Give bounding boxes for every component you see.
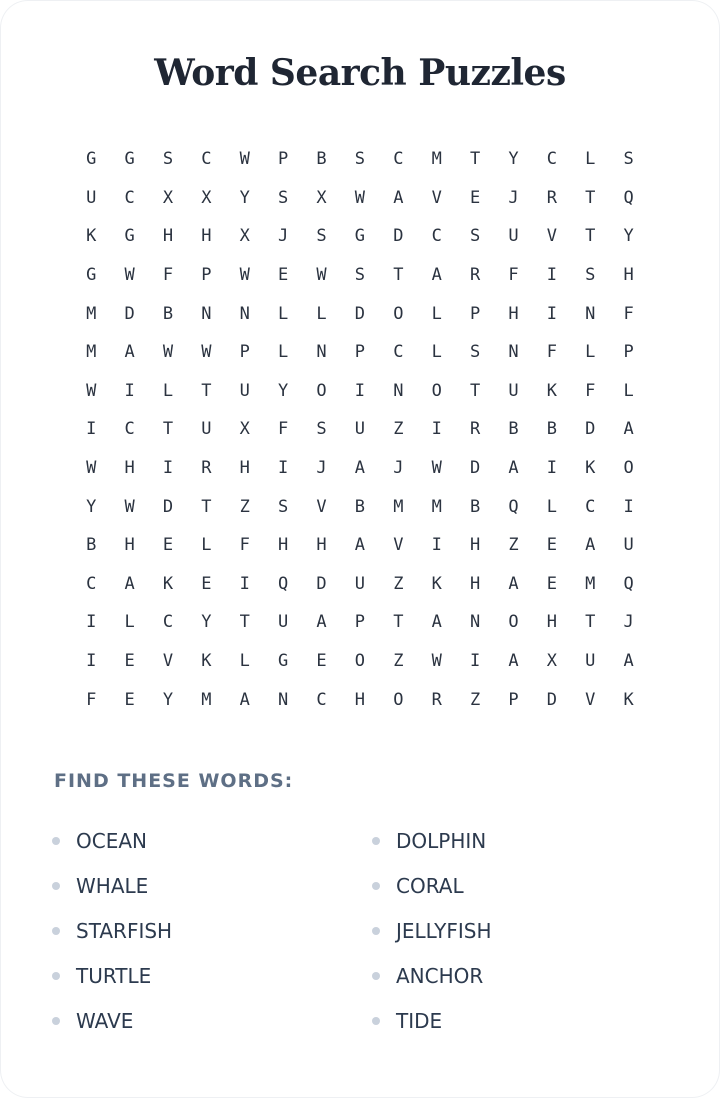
grid-cell[interactable]: L — [316, 303, 327, 324]
grid-cell[interactable]: T — [393, 265, 404, 286]
grid-cell[interactable]: K — [86, 226, 97, 247]
grid-cell[interactable]: W — [431, 458, 442, 479]
grid-cell[interactable]: O — [431, 380, 442, 401]
grid-cell[interactable]: J — [623, 612, 634, 633]
grid-cell[interactable]: X — [546, 651, 557, 672]
grid-cell[interactable]: X — [239, 226, 250, 247]
grid-cell[interactable]: H — [162, 226, 174, 247]
word-item — [372, 908, 492, 953]
grid-cell[interactable]: L — [201, 535, 212, 556]
grid-cell[interactable]: J — [278, 226, 289, 247]
grid-cell[interactable]: C — [585, 496, 596, 517]
grid-cell[interactable]: M — [431, 496, 442, 517]
grid-cell[interactable]: C — [393, 342, 404, 363]
grid-cell[interactable]: Y — [86, 496, 97, 517]
grid-cell[interactable]: L — [278, 342, 289, 363]
grid-cell[interactable]: V — [162, 651, 174, 672]
grid-cell[interactable]: E — [162, 535, 174, 556]
grid-cell[interactable]: A — [623, 651, 634, 672]
grid-cell[interactable]: W — [239, 149, 250, 170]
word-item — [372, 998, 492, 1043]
grid-cell[interactable]: B — [86, 535, 97, 556]
grid-cell[interactable]: L — [431, 303, 442, 324]
grid-cell[interactable]: A — [508, 573, 519, 594]
grid-cell[interactable]: Q — [623, 573, 634, 594]
grid-cell[interactable]: G — [278, 651, 289, 672]
grid-cell[interactable]: G — [354, 226, 366, 247]
bullet-dot-icon — [372, 972, 380, 980]
word-item — [52, 908, 172, 953]
grid-cell[interactable]: S — [278, 187, 289, 208]
grid-cell[interactable]: K — [623, 689, 634, 710]
word-label: CORAL — [396, 873, 464, 898]
grid-cell[interactable]: I — [278, 458, 289, 479]
grid-cell[interactable]: Z — [508, 535, 519, 556]
grid-cell[interactable]: A — [239, 689, 250, 710]
grid-cell[interactable]: O — [354, 651, 366, 672]
grid-cell[interactable]: H — [354, 689, 366, 710]
grid-cell[interactable]: I — [546, 265, 557, 286]
word-list-left — [52, 818, 172, 1043]
grid-cell[interactable]: T — [585, 612, 596, 633]
word-label: ANCHOR — [396, 963, 484, 988]
grid-cell[interactable]: T — [469, 380, 481, 401]
grid-cell[interactable]: H — [546, 612, 557, 633]
grid-cell[interactable]: F — [623, 303, 634, 324]
grid-cell[interactable]: L — [585, 149, 596, 170]
grid-cell[interactable]: E — [201, 573, 212, 594]
grid-cell[interactable]: I — [546, 458, 557, 479]
grid-cell[interactable]: I — [431, 535, 442, 556]
grid-cell[interactable]: S — [162, 149, 174, 170]
grid-cell[interactable]: X — [201, 187, 212, 208]
grid-cell[interactable]: V — [393, 535, 404, 556]
word-label: DOLPHIN — [396, 828, 487, 853]
grid-cell[interactable]: J — [316, 458, 327, 479]
grid-cell[interactable]: U — [86, 187, 97, 208]
page-title: Word Search Puzzles — [154, 52, 566, 94]
grid-cell[interactable]: N — [469, 612, 481, 633]
grid-cell[interactable]: U — [354, 573, 366, 594]
word-item — [52, 998, 172, 1043]
grid-cell[interactable]: C — [201, 149, 212, 170]
grid-cell[interactable]: H — [469, 535, 481, 556]
grid-cell[interactable]: E — [124, 689, 135, 710]
word-item — [52, 818, 172, 863]
grid-cell[interactable]: D — [393, 226, 404, 247]
grid-cell[interactable]: J — [508, 187, 519, 208]
grid-cell[interactable]: Z — [469, 689, 481, 710]
bullet-dot-icon — [52, 972, 60, 980]
grid-cell[interactable]: P — [508, 689, 519, 710]
word-item — [52, 863, 172, 908]
grid-cell[interactable]: E — [546, 535, 557, 556]
grid-cell[interactable]: E — [316, 651, 327, 672]
grid-cell[interactable]: Y — [201, 612, 212, 633]
grid-cell[interactable]: A — [124, 342, 135, 363]
grid-cell[interactable]: G — [124, 149, 135, 170]
grid-cell[interactable]: U — [239, 380, 250, 401]
grid-cell[interactable]: K — [585, 458, 596, 479]
grid-cell[interactable]: V — [585, 689, 596, 710]
grid-cell[interactable]: P — [354, 612, 366, 633]
grid-cell[interactable]: F — [278, 419, 289, 440]
grid-cell[interactable]: I — [86, 612, 97, 633]
grid-cell[interactable]: P — [623, 342, 634, 363]
grid-cell[interactable]: B — [546, 419, 557, 440]
grid-cell[interactable]: M — [585, 573, 596, 594]
grid-cell[interactable]: D — [469, 458, 481, 479]
grid-cell[interactable]: U — [201, 419, 212, 440]
grid-cell[interactable]: I — [124, 380, 135, 401]
grid-cell[interactable]: G — [86, 149, 97, 170]
grid-cell[interactable]: P — [201, 265, 212, 286]
grid-cell[interactable]: C — [86, 573, 97, 594]
grid-cell[interactable]: S — [316, 226, 327, 247]
grid-cell[interactable]: L — [239, 651, 250, 672]
grid-cell[interactable]: Q — [278, 573, 289, 594]
grid-cell[interactable]: T — [585, 226, 596, 247]
grid-cell[interactable]: S — [623, 149, 634, 170]
grid-cell[interactable]: N — [393, 380, 404, 401]
grid-cell[interactable]: Z — [393, 651, 404, 672]
grid-cell[interactable]: M — [86, 342, 97, 363]
grid-cell[interactable]: S — [469, 342, 481, 363]
grid-cell[interactable]: P — [469, 303, 481, 324]
grid-cell[interactable]: D — [585, 419, 596, 440]
grid-cell[interactable]: H — [469, 573, 481, 594]
grid-cell[interactable]: N — [239, 303, 250, 324]
word-label: WAVE — [76, 1008, 134, 1033]
grid-cell[interactable]: E — [469, 187, 481, 208]
grid-cell[interactable]: W — [124, 496, 135, 517]
grid-cell[interactable]: H — [201, 226, 212, 247]
grid-cell[interactable]: A — [585, 535, 596, 556]
grid-cell[interactable]: B — [508, 419, 519, 440]
grid-cell[interactable]: Z — [393, 419, 404, 440]
grid-cell[interactable]: Z — [393, 573, 404, 594]
grid-cell[interactable]: D — [162, 496, 174, 517]
grid-cell[interactable]: G — [86, 265, 97, 286]
grid-cell[interactable]: L — [585, 342, 596, 363]
grid-cell[interactable]: W — [124, 265, 135, 286]
grid-cell[interactable]: U — [354, 419, 366, 440]
grid-cell[interactable]: R — [431, 689, 442, 710]
grid-cell[interactable]: D — [316, 573, 327, 594]
grid-cell[interactable]: R — [201, 458, 212, 479]
grid-cell[interactable]: O — [508, 612, 519, 633]
grid-cell[interactable]: K — [546, 380, 557, 401]
grid-cell[interactable]: W — [201, 342, 212, 363]
grid-cell[interactable]: V — [431, 187, 442, 208]
grid-cell[interactable]: U — [278, 612, 289, 633]
grid-cell[interactable]: B — [354, 496, 366, 517]
grid-cell[interactable]: V — [316, 496, 327, 517]
grid-cell[interactable]: H — [508, 303, 519, 324]
grid-cell[interactable]: S — [585, 265, 596, 286]
grid-cell[interactable]: N — [278, 689, 289, 710]
grid-cell[interactable]: W — [354, 187, 366, 208]
grid-cell[interactable]: E — [124, 651, 135, 672]
grid-cell[interactable]: N — [201, 303, 212, 324]
word-list-right — [372, 818, 492, 1043]
grid-cell[interactable]: M — [86, 303, 97, 324]
grid-cell[interactable]: K — [431, 573, 442, 594]
grid-cell[interactable]: H — [278, 535, 289, 556]
grid-cell[interactable]: X — [239, 419, 250, 440]
grid-cell[interactable]: W — [316, 265, 327, 286]
grid-cell[interactable]: S — [278, 496, 289, 517]
grid-cell[interactable]: F — [239, 535, 250, 556]
grid-cell[interactable]: C — [546, 149, 557, 170]
grid-cell[interactable]: S — [354, 265, 366, 286]
grid-cell[interactable]: C — [162, 612, 174, 633]
grid-cell[interactable]: I — [86, 419, 97, 440]
grid-cell[interactable]: B — [162, 303, 174, 324]
grid-cell[interactable]: S — [354, 149, 366, 170]
grid-cell[interactable]: W — [162, 342, 174, 363]
grid-cell[interactable]: O — [623, 458, 634, 479]
grid-cell[interactable]: W — [431, 651, 442, 672]
grid-cell[interactable]: A — [431, 265, 442, 286]
grid-cell[interactable]: D — [354, 303, 366, 324]
grid-cell[interactable]: X — [162, 187, 174, 208]
grid-cell[interactable]: H — [124, 535, 135, 556]
grid-cell[interactable]: T — [201, 380, 212, 401]
grid-cell[interactable]: L — [431, 342, 442, 363]
grid-cell[interactable]: F — [86, 689, 97, 710]
grid-cell[interactable]: Y — [623, 226, 634, 247]
grid-cell[interactable]: Y — [508, 149, 519, 170]
grid-cell[interactable]: D — [546, 689, 557, 710]
grid-cell[interactable]: T — [393, 612, 404, 633]
grid-cell[interactable]: T — [201, 496, 212, 517]
grid-cell[interactable]: C — [431, 226, 442, 247]
word-item — [52, 953, 172, 998]
grid-cell[interactable]: L — [124, 612, 135, 633]
grid-cell[interactable]: N — [316, 342, 327, 363]
grid-cell[interactable]: S — [316, 419, 327, 440]
grid-cell[interactable]: R — [546, 187, 557, 208]
grid-cell[interactable]: L — [623, 380, 634, 401]
grid-cell[interactable]: R — [469, 419, 481, 440]
grid-cell[interactable]: W — [86, 380, 97, 401]
grid-cell[interactable]: A — [508, 651, 519, 672]
bullet-dot-icon — [52, 927, 60, 935]
grid-cell[interactable]: U — [508, 380, 519, 401]
grid-cell[interactable]: O — [393, 303, 404, 324]
grid-cell[interactable]: E — [278, 265, 289, 286]
bullet-dot-icon — [372, 927, 380, 935]
grid-cell[interactable]: C — [124, 419, 135, 440]
word-label: OCEAN — [76, 828, 147, 853]
grid-cell[interactable]: A — [623, 419, 634, 440]
word-item — [372, 863, 492, 908]
word-label: TIDE — [396, 1008, 443, 1033]
grid-cell[interactable]: I — [239, 573, 250, 594]
grid-cell[interactable]: G — [124, 226, 135, 247]
grid-cell[interactable]: J — [393, 458, 404, 479]
grid-cell[interactable]: I — [469, 651, 481, 672]
grid-cell[interactable]: V — [546, 226, 557, 247]
bullet-dot-icon — [372, 1017, 380, 1025]
word-item — [372, 818, 492, 863]
grid-cell[interactable]: T — [469, 149, 481, 170]
grid-cell[interactable]: I — [546, 303, 557, 324]
grid-cell[interactable]: P — [239, 342, 250, 363]
grid-cell[interactable]: Q — [623, 187, 634, 208]
grid-cell[interactable]: M — [431, 149, 442, 170]
word-list-heading: FIND THESE WORDS: — [54, 770, 294, 792]
grid-cell[interactable]: C — [316, 689, 327, 710]
grid-cell[interactable]: K — [162, 573, 174, 594]
grid-cell[interactable]: O — [393, 689, 404, 710]
grid-cell[interactable]: Y — [239, 187, 250, 208]
grid-cell[interactable]: U — [508, 226, 519, 247]
grid-cell[interactable]: S — [469, 226, 481, 247]
grid-cell[interactable]: A — [508, 458, 519, 479]
grid-cell[interactable]: A — [354, 535, 366, 556]
grid-cell[interactable]: W — [86, 458, 97, 479]
grid-cell[interactable]: N — [508, 342, 519, 363]
bullet-dot-icon — [372, 882, 380, 890]
grid-cell[interactable]: Y — [162, 689, 174, 710]
grid-cell[interactable]: D — [124, 303, 135, 324]
grid-cell[interactable]: O — [316, 380, 327, 401]
grid-cell[interactable]: C — [124, 187, 135, 208]
word-label: TURTLE — [76, 963, 152, 988]
grid-cell[interactable]: K — [201, 651, 212, 672]
grid-cell[interactable]: Q — [508, 496, 519, 517]
grid-cell[interactable]: L — [278, 303, 289, 324]
grid-cell[interactable]: F — [546, 342, 557, 363]
grid-cell[interactable]: X — [316, 187, 327, 208]
bullet-dot-icon — [52, 837, 60, 845]
letter-grid[interactable] — [72, 140, 648, 719]
grid-cell[interactable]: I — [623, 496, 634, 517]
grid-cell[interactable]: F — [508, 265, 519, 286]
grid-cell[interactable]: B — [316, 149, 327, 170]
bullet-dot-icon — [372, 837, 380, 845]
grid-cell[interactable]: C — [393, 149, 404, 170]
grid-cell[interactable]: U — [585, 651, 596, 672]
grid-cell[interactable]: T — [162, 419, 174, 440]
bullet-dot-icon — [52, 1017, 60, 1025]
grid-cell[interactable]: Y — [278, 380, 289, 401]
grid-cell[interactable]: A — [354, 458, 366, 479]
grid-cell[interactable]: H — [124, 458, 135, 479]
grid-cell[interactable]: F — [585, 380, 596, 401]
grid-cell[interactable]: A — [124, 573, 135, 594]
grid-cell[interactable]: M — [201, 689, 212, 710]
word-label: WHALE — [76, 873, 149, 898]
grid-cell[interactable]: L — [546, 496, 557, 517]
word-label: JELLYFISH — [396, 918, 492, 943]
grid-cell[interactable]: L — [162, 380, 174, 401]
grid-cell[interactable]: A — [393, 187, 404, 208]
grid-cell[interactable]: T — [585, 187, 596, 208]
grid-cell[interactable]: I — [86, 651, 97, 672]
grid-cell[interactable]: P — [354, 342, 366, 363]
grid-cell[interactable]: I — [354, 380, 366, 401]
grid-cell[interactable]: H — [623, 265, 634, 286]
grid-cell[interactable]: E — [546, 573, 557, 594]
grid-cell[interactable]: A — [431, 612, 442, 633]
grid-cell[interactable]: Z — [239, 496, 250, 517]
grid-cell[interactable]: N — [585, 303, 596, 324]
bullet-dot-icon — [52, 882, 60, 890]
grid-cell[interactable]: R — [469, 265, 481, 286]
grid-cell[interactable]: H — [239, 458, 250, 479]
grid-cell[interactable]: P — [278, 149, 289, 170]
grid-cell[interactable]: U — [623, 535, 634, 556]
grid-cell[interactable]: B — [469, 496, 481, 517]
grid-cell[interactable]: W — [239, 265, 250, 286]
grid-cell[interactable]: I — [431, 419, 442, 440]
grid-cell[interactable]: M — [393, 496, 404, 517]
grid-cell[interactable]: F — [162, 265, 174, 286]
grid-cell[interactable]: A — [316, 612, 327, 633]
grid-cell[interactable]: T — [239, 612, 250, 633]
grid-cell[interactable]: I — [162, 458, 174, 479]
word-item — [372, 953, 492, 998]
word-label: STARFISH — [76, 918, 173, 943]
grid-cell[interactable]: H — [316, 535, 327, 556]
